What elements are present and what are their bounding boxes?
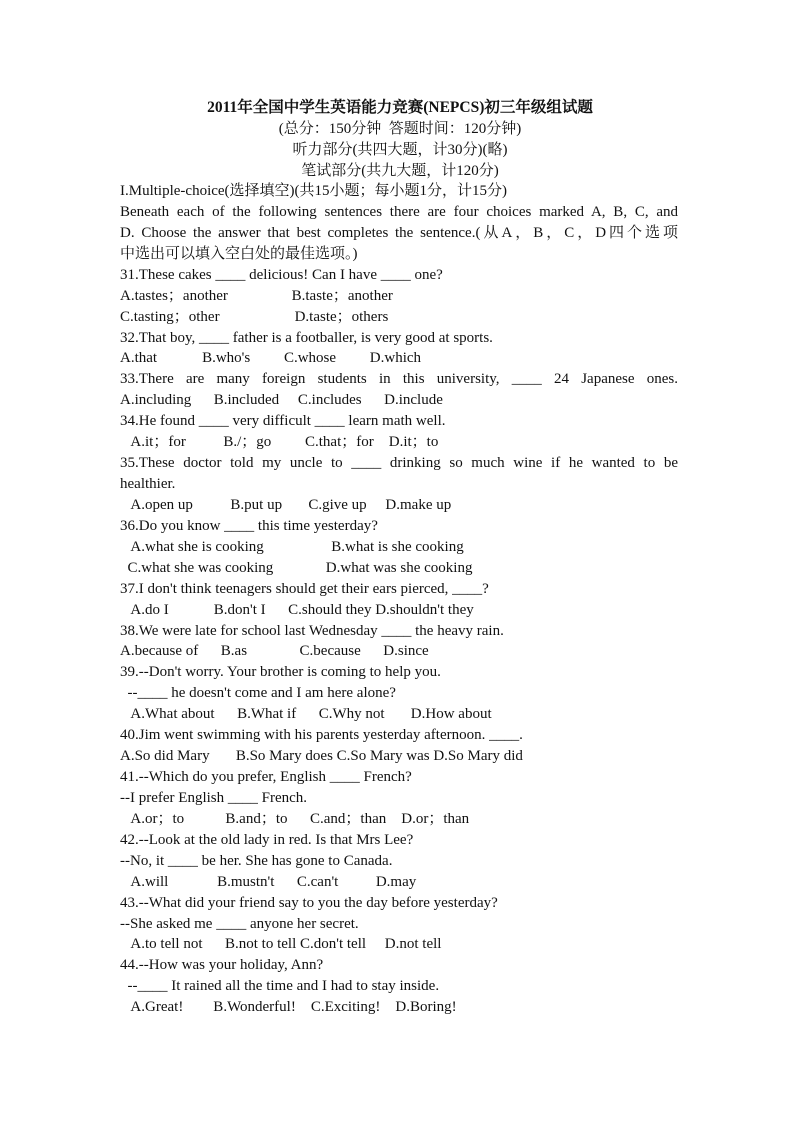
question-options: A.do I B.don't I C.should they D.shouldn't they xyxy=(120,602,474,618)
question-stem: 43.--What did your friend say to you the day before yesterday? xyxy=(120,895,498,911)
question-stem: 31.These cakes ____ delicious! Can I have ____ one? xyxy=(120,267,443,283)
question-options: A.Great! B.Wonderful! C.Exciting! D.Boring! xyxy=(120,999,457,1015)
exam-title: 2011年全国中学生英语能力竞赛(NEPCS)初三年级组试题 xyxy=(207,99,593,116)
question-options: A.So did Mary B.So Mary does C.So Mary was D.So Mary did xyxy=(120,748,523,764)
instructions-line: 中选出可以填入空白处的最佳选项。) xyxy=(120,246,358,262)
question-options: A.including B.included C.includes D.include xyxy=(120,392,443,408)
question-stem: 34.He found ____ very difficult ____ learn math well. xyxy=(120,413,446,429)
question-options: A.what she is cooking B.what is she cooking xyxy=(120,539,464,555)
question-stem: 42.--Look at the old lady in red. Is that Mrs Lee? xyxy=(120,832,414,848)
question-stem: --____ It rained all the time and I had to stay inside. xyxy=(120,978,440,994)
question-options: A.that B.who's C.whose D.which xyxy=(120,350,422,366)
question-stem: 41.--Which do you prefer, English ____ French? xyxy=(120,769,412,785)
question-stem: 33.There are many foreign students in this university, ____ 24 Japanese ones. xyxy=(120,371,678,387)
question-stem: --No, it ____ be her. She has gone to Canada. xyxy=(120,853,393,869)
question-stem: healthier. xyxy=(120,476,176,492)
question-stem: 36.Do you know ____ this time yesterday? xyxy=(120,518,378,534)
question-stem: 38.We were late for school last Wednesday ____ the heavy rain. xyxy=(120,623,504,639)
written-section-note: 笔试部分(共九大题，计120分) xyxy=(301,163,499,179)
question-options: A.to tell not B.not to tell C.don't tell D.not tell xyxy=(120,936,442,952)
question-options: A.open up B.put up C.give up D.make up xyxy=(120,497,452,513)
exam-meta: (总分：150分钟 答题时间：120分钟) xyxy=(278,121,522,137)
question-options: A.will B.mustn't C.can't D.may xyxy=(120,874,417,890)
question-stem: 39.--Don't worry. Your brother is coming to help you. xyxy=(120,664,441,680)
question-stem: --____ he doesn't come and I am here alone? xyxy=(120,685,396,701)
instructions-line: D. Choose the answer that best completes the sentence.(从A，B，C，D四个选项 xyxy=(120,225,678,241)
question-options: A.tastes；another B.taste；another xyxy=(120,288,393,304)
question-options: C.tasting；other D.taste；others xyxy=(120,309,389,325)
listening-section-note: 听力部分(共四大题，计30分)(略) xyxy=(292,142,508,158)
question-stem: --She asked me ____ anyone her secret. xyxy=(120,916,359,932)
question-stem: 37.I don't think teenagers should get their ears pierced, ____? xyxy=(120,581,489,597)
question-stem: 35.These doctor told my uncle to ____ drinking so much wine if he wanted to be xyxy=(120,455,678,471)
question-stem: --I prefer English ____ French. xyxy=(120,790,308,806)
instructions-line: Beneath each of the following sentences there are four choices marked A, B, C, and xyxy=(120,204,678,220)
question-options: A.or；to B.and；to C.and；than D.or；than xyxy=(120,811,470,827)
question-options: A.it；for B./；go C.that；for D.it；to xyxy=(120,434,439,450)
question-options: A.What about B.What if C.Why not D.How about xyxy=(120,706,492,722)
question-stem: 40.Jim went swimming with his parents yesterday afternoon. ____. xyxy=(120,727,523,743)
section-heading: I.Multiple-choice(选择填空)(共15小题；每小题1分，计15分) xyxy=(120,183,508,199)
question-stem: 44.--How was your holiday, Ann? xyxy=(120,957,324,973)
question-stem: 32.That boy, ____ father is a footballer, is very good at sports. xyxy=(120,330,493,346)
question-options: A.because of B.as C.because D.since xyxy=(120,643,429,659)
question-options: C.what she was cooking D.what was she cooking xyxy=(120,560,473,576)
